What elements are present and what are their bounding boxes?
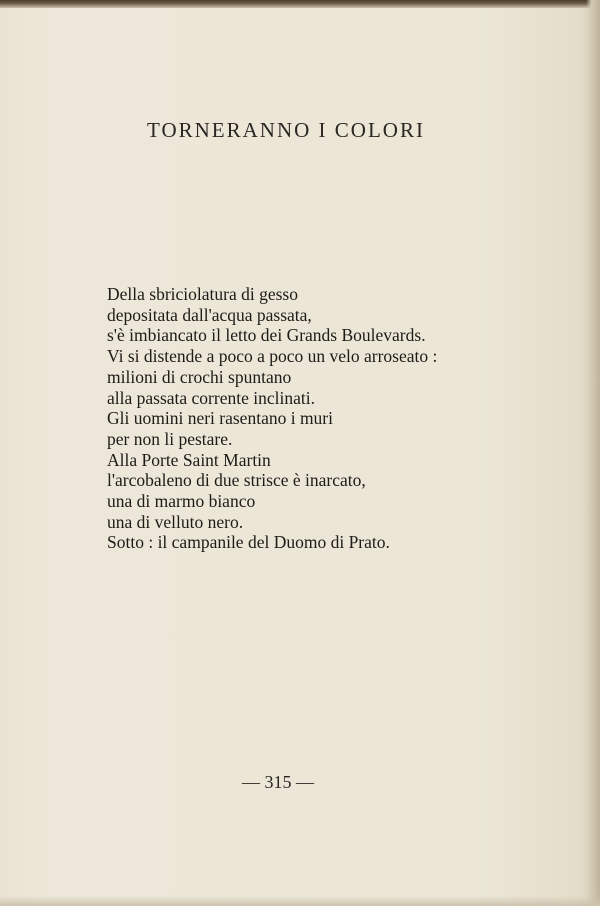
poem-line: l'arcobaleno di due strisce è inarcato, <box>107 470 366 491</box>
poem-line: Gli uomini neri rasentano i muri <box>107 408 333 429</box>
poem-title: TORNERANNO I COLORI <box>147 118 425 142</box>
page-bottom-edge <box>0 896 600 906</box>
poem-line: alla passata corrente inclinati. <box>107 387 315 408</box>
page-number: — 315 — <box>242 772 314 792</box>
poem-line: per non li pestare. <box>107 428 233 449</box>
poem-line: Sotto : il campanile del Duomo di Prato. <box>107 532 390 553</box>
poem-body <box>107 284 537 553</box>
poem-line: milioni di crochi spuntano <box>107 366 292 387</box>
poem-line: una di velluto nero. <box>107 511 244 532</box>
poem-line: Alla Porte Saint Martin <box>107 449 271 470</box>
poem-line: Vi si distende a poco a poco un velo arroseato : <box>107 346 438 367</box>
poem-line: Della sbriciolatura di gesso <box>107 284 298 304</box>
poem-line: s'è imbiancato il letto dei Grands Boulevards. <box>107 325 426 346</box>
page-top-edge <box>0 0 600 8</box>
page-right-edge <box>586 0 600 906</box>
poem-line: depositata dall'acqua passata, <box>107 304 312 325</box>
poem-line: una di marmo bianco <box>107 491 256 512</box>
